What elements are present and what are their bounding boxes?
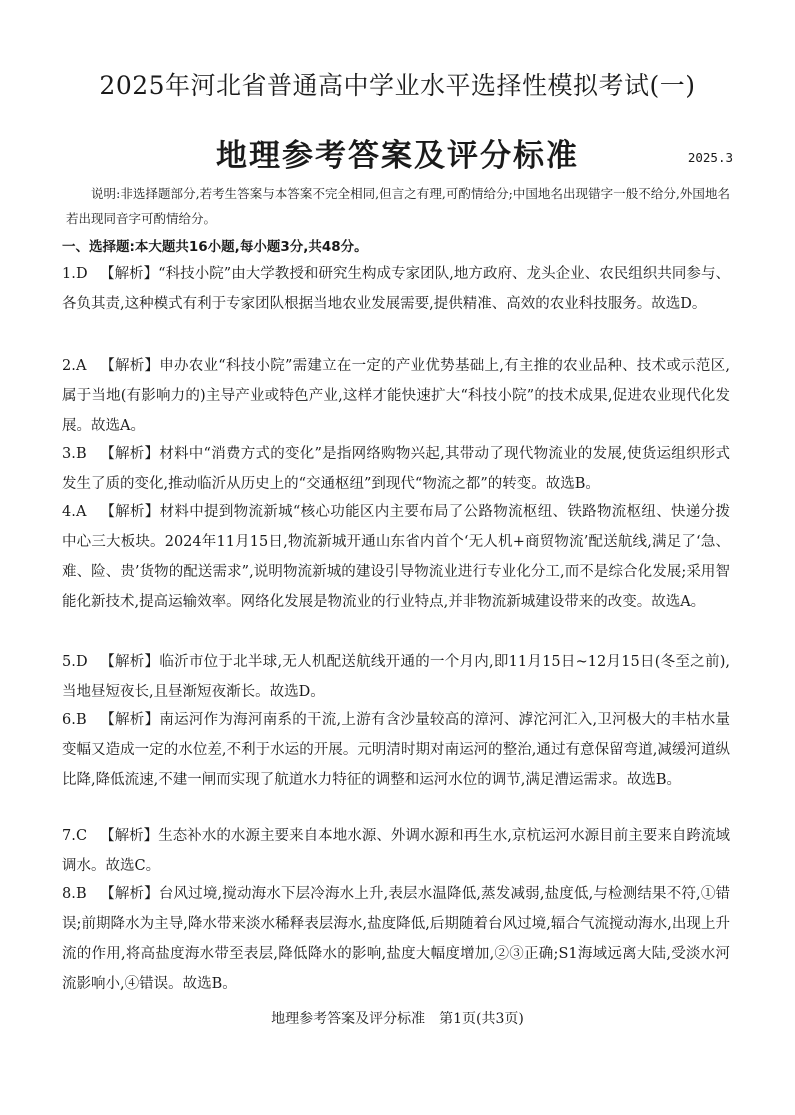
answer-item bbox=[62, 439, 730, 499]
answer-item bbox=[62, 705, 730, 795]
answer-letter: B bbox=[76, 886, 87, 902]
section-heading: 一、选择题:本大题共16小题,每小题3分,共48分。 bbox=[62, 239, 368, 255]
answer-letter: D bbox=[76, 266, 88, 282]
explanation-text: 【解析】材料中提到物流新城“核心功能区内主要布局了公路物流枢纽、铁路物流枢纽、快递分拨中心三大板块。2024年11月15日,物流新城开通山东省内首个‘无人机+商贸物流’配送航线,满足了‘急、难、险、贵’货物的配送需求”,说明物流新城的建设引导物流业进行专业化分工,而不是综合化发展;采用智能化新技术,提高运输效率。网络化发展是物流业的行业特点,并非物流新城建设带来的改变。故选A。 bbox=[62, 504, 730, 610]
question-number: 2. bbox=[62, 358, 76, 374]
answer-letter: C bbox=[76, 828, 88, 844]
answer-letter: D bbox=[76, 654, 88, 670]
answer-item bbox=[62, 497, 730, 617]
answer-letter: A bbox=[76, 358, 87, 374]
grading-note: 说明:非选择题部分,若考生答案与本答案不完全相同,但言之有理,可酌情给分;中国地名出现错字一般不给分,外国地名若出现同音字可酌情给分。 bbox=[66, 186, 730, 226]
answer-item bbox=[62, 647, 730, 707]
answer-letter: B bbox=[76, 446, 87, 462]
question-number: 4. bbox=[62, 504, 76, 520]
explanation-text: 【解析】材料中“消费方式的变化”是指网络购物兴起,其带动了现代物流业的发展,使货运组织形式发生了质的变化,推动临沂从历史上的“交通枢纽”到现代“物流之都”的转变。故选B。 bbox=[62, 446, 730, 492]
page-footer: 地理参考答案及评分标准 第1页(共3页) bbox=[271, 1011, 524, 1027]
explanation-text: 【解析】申办农业“科技小院”需建立在一定的产业优势基础上,有主推的农业品种、技术或示范区,属于当地(有影响力的)主导产业或特色产业,这样才能快速扩大“科技小院”的技术成果,促进农业现代化发展。故选A。 bbox=[62, 358, 730, 434]
explanation-text: 【解析】生态补水的水源主要来自本地水源、外调水源和再生水,京杭运河水源目前主要来自跨流域调水。故选C。 bbox=[62, 828, 730, 874]
question-number: 3. bbox=[62, 446, 76, 462]
answer-item bbox=[62, 821, 730, 881]
answer-letter: B bbox=[76, 712, 87, 728]
date-label: 2025.3 bbox=[687, 150, 733, 165]
page-title: 地理参考答案及评分标准 bbox=[216, 138, 579, 174]
explanation-text: 【解析】台风过境,搅动海水下层冷海水上升,表层水温降低,蒸发减弱,盐度低,与检测结果不符,①错误;前期降水为主导,降水带来淡水稀释表层海水,盐度降低,后期随着台风过境,辐合气流搅动海水,出现上升流的作用,将高盐度海水带至表层,降低降水的影响,盐度大幅度增加,②③正确;S1海域远离大陆,受淡水河流影响小,④错误。故选B。 bbox=[62, 886, 730, 992]
question-number: 7. bbox=[62, 828, 76, 844]
answer-item bbox=[62, 351, 730, 441]
explanation-text: 【解析】南运河作为海河南系的干流,上游有含沙量较高的漳河、滹沱河汇入,卫河极大的丰枯水量变幅又造成一定的水位差,不利于水运的开展。元明清时期对南运河的整治,通过有意保留弯道,减缓河道纵比降,降低流速,不建一闸而实现了航道水力特征的调整和运河水位的调节,满足漕运需求。故选B。 bbox=[62, 712, 730, 788]
exam-title: 2025年河北省普通高中学业水平选择性模拟考试(一) bbox=[99, 71, 696, 100]
question-number: 1. bbox=[62, 266, 76, 282]
explanation-text: 【解析】“科技小院”由大学教授和研究生构成专家团队,地方政府、龙头企业、农民组织共同参与、各负其责,这种模式有利于专家团队根据当地农业发展需要,提供精准、高效的农业科技服务。故选D。 bbox=[62, 266, 730, 312]
question-number: 5. bbox=[62, 654, 76, 670]
answer-item bbox=[62, 879, 730, 999]
question-number: 6. bbox=[62, 712, 76, 728]
answer-letter: A bbox=[76, 504, 87, 520]
answer-item bbox=[62, 259, 730, 319]
explanation-text: 【解析】临沂市位于北半球,无人机配送航线开通的一个月内,即11月15日~12月15日(冬至之前),当地昼短夜长,且昼渐短夜渐长。故选D。 bbox=[62, 654, 730, 700]
question-number: 8. bbox=[62, 886, 76, 902]
